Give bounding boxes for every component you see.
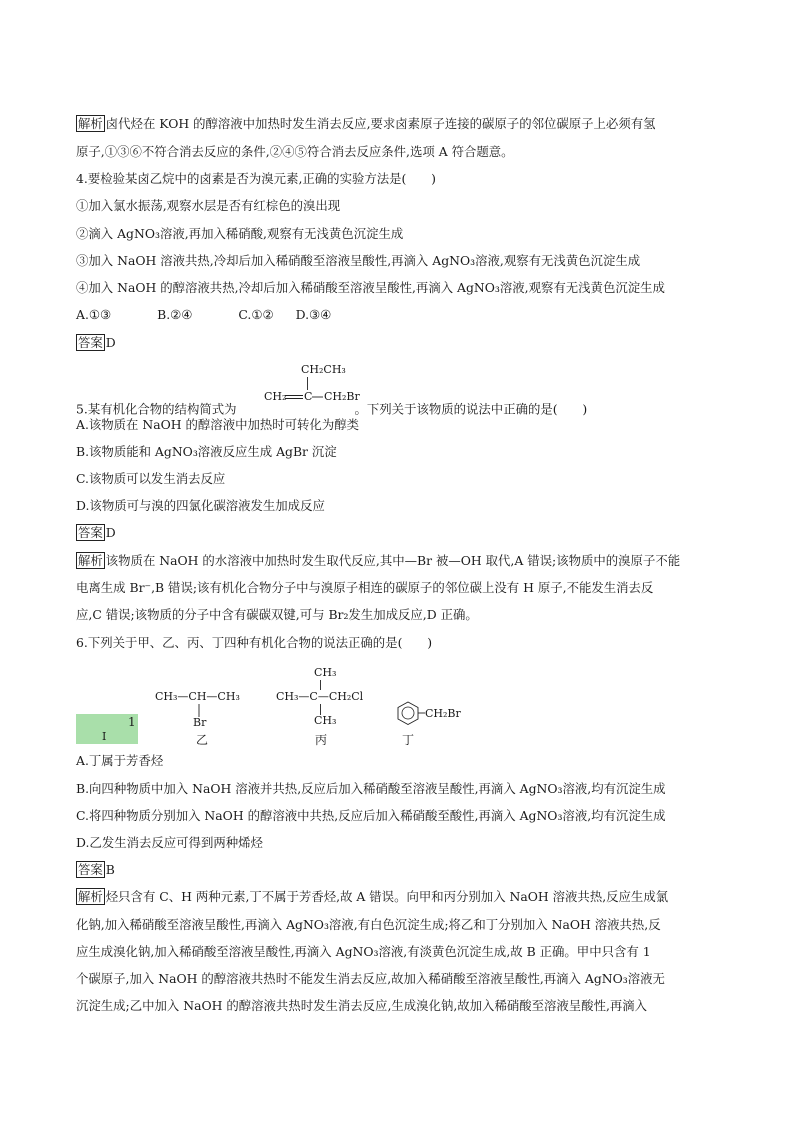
q6-explanation-line: 化钠,加入稀硝酸至溶液呈酸性,再滴入 AgNO₃溶液,有白色沉淀生成;将乙和丁分别加入 NaOH 溶液共热,反 <box>76 917 661 932</box>
yi-chain: CH₃—CH—CH₃ <box>155 690 240 703</box>
q5-stem-post: 。下列关于该物质的说法中正确的是( ) <box>354 401 588 417</box>
struct-ch2: CH₂ <box>264 390 287 403</box>
q4-answer: D <box>105 335 116 350</box>
explanation-text: 卤代烃在 KOH 的醇溶液中加热时发生消去反应,要求卤素原子连接的碳原子的邻位碳原子上必须有氢 <box>105 116 656 131</box>
jiexi-label: 解析 <box>78 553 103 568</box>
yi-label: 乙 <box>196 733 209 747</box>
q5-answer: D <box>105 525 116 540</box>
glyph: 1 <box>128 715 136 729</box>
jiexi-label: 解析 <box>78 889 103 904</box>
yi-br: Br <box>193 716 207 729</box>
q5-option-b: B.该物质能和 AgNO₃溶液反应生成 AgBr 沉淀 <box>76 444 337 459</box>
daan-label: 答案 <box>78 862 103 877</box>
q4-choice-d: D.③④ <box>295 307 332 322</box>
q5-option-d: D.该物质可与溴的四氯化碳溶液发生加成反应 <box>76 498 325 513</box>
q5-stem-pre: 5.某有机化合物的结构简式为 <box>76 401 237 417</box>
bing-top-ch3: CH₃ <box>314 666 337 679</box>
q4-option-3: ③加入 NaOH 溶液共热,冷却后加入稀硝酸至溶液呈酸性,再滴入 AgNO₃溶液,观察有无浅黄色沉淀生成 <box>76 253 641 268</box>
q6-option-b: B.向四种物质中加入 NaOH 溶液并共热,反应后加入稀硝酸至溶液呈酸性,再滴入 AgNO₃溶液,均有沉淀生成 <box>76 781 666 796</box>
struct-c: C <box>304 390 313 403</box>
q6-explanation-text: 烃只含有 C、H 两种元素,丁不属于芳香烃,故 A 错误。向甲和丙分别加入 NaOH 溶液共热,反应生成氯 <box>105 889 669 904</box>
q6-option-c: C.将四种物质分别加入 NaOH 的醇溶液中共热,反应后加入稀硝酸至酸性,再滴入 AgNO₃溶液,均有沉淀生成 <box>76 808 666 823</box>
ding-substituent: CH₂Br <box>425 707 461 720</box>
q4-option-4: ④加入 NaOH 的醇溶液共热,冷却后加入稀硝酸至溶液呈酸性,再滴入 AgNO₃溶液,观察有无浅黄色沉淀生成 <box>76 280 665 295</box>
struct-ethyl-group: CH₂CH₃ <box>301 363 346 376</box>
q5-explanation-line: 应,C 错误;该物质的分子中含有碳碳双键,可与 Br₂发生加成反应,D 正确。 <box>76 607 478 622</box>
bing-bottom-ch3: CH₃ <box>314 714 337 727</box>
question-4-stem: 4.要检验某卤乙烷中的卤素是否为溴元素,正确的实验方法是( ) <box>76 171 436 186</box>
q5-explanation-text: 该物质在 NaOH 的水溶液中加热时发生取代反应,其中—Br 被—OH 取代,A 错误;该物质中的溴原子不能 <box>105 553 681 568</box>
q5-option-a: A.该物质在 NaOH 的醇溶液中加热时可转化为醇类 <box>76 417 359 432</box>
daan-label: 答案 <box>78 335 103 350</box>
q6-answer-line <box>76 861 115 879</box>
q4-choice-c: C.①② <box>238 307 274 322</box>
q4-option-2: ②滴入 AgNO₃溶液,再加入稀硝酸,观察有无浅黄色沉淀生成 <box>76 226 404 241</box>
q6-explanation-line <box>76 888 668 906</box>
benzene-ring-icon <box>398 702 425 725</box>
q6-option-d: D.乙发生消去反应可得到两种烯烃 <box>76 835 263 850</box>
q5-option-c: C.该物质可以发生消去反应 <box>76 471 226 486</box>
q6-option-a: A.丁属于芳香烃 <box>76 753 164 768</box>
glyph: I <box>102 730 107 743</box>
struct-ch2br: CH₂Br <box>324 390 360 403</box>
q4-option-1: ①加入氯水振荡,观察水层是否有红棕色的溴出现 <box>76 198 341 213</box>
explanation-line: 原子,①③⑥不符合消去反应的条件,②④⑤符合消去反应条件,选项 A 符合题意。 <box>76 144 514 159</box>
q6-answer: B <box>105 862 115 877</box>
ding-label: 丁 <box>402 733 415 747</box>
q4-choice-a: A.①③ <box>76 307 112 322</box>
q6-explanation-line: 应生成溴化钠,加入稀硝酸至溶液呈酸性,再滴入 AgNO₃溶液,有淡黄色沉淀生成,故 B 正确。甲中只含有 1 <box>76 944 651 959</box>
question-6-stem: 6.下列关于甲、乙、丙、丁四种有机化合物的说法正确的是( ) <box>76 635 433 650</box>
bing-label: 丙 <box>315 733 328 747</box>
q6-explanation-line: 个碳原子,加入 NaOH 的醇溶液共热时不能发生消去反应,故加入稀硝酸至溶液呈酸性,再滴入 AgNO₃溶液无 <box>76 971 665 986</box>
q4-choice-b: B.②④ <box>157 307 193 322</box>
daan-label: 答案 <box>78 525 103 540</box>
jiexi-label: 解析 <box>78 116 103 131</box>
q5-explanation-line: 电离生成 Br⁻,B 错误;该有机化合物分子中与溴原子相连的碳原子的邻位碳上没有 H 原子,不能发生消去反 <box>76 580 654 595</box>
q6-explanation-line: 沉淀生成;乙中加入 NaOH 的醇溶液共热时发生消去反应,生成溴化钠,故加入稀硝酸至溶液呈酸性,再滴入 <box>76 998 648 1013</box>
bing-chain: CH₃—C—CH₂Cl <box>276 690 364 703</box>
